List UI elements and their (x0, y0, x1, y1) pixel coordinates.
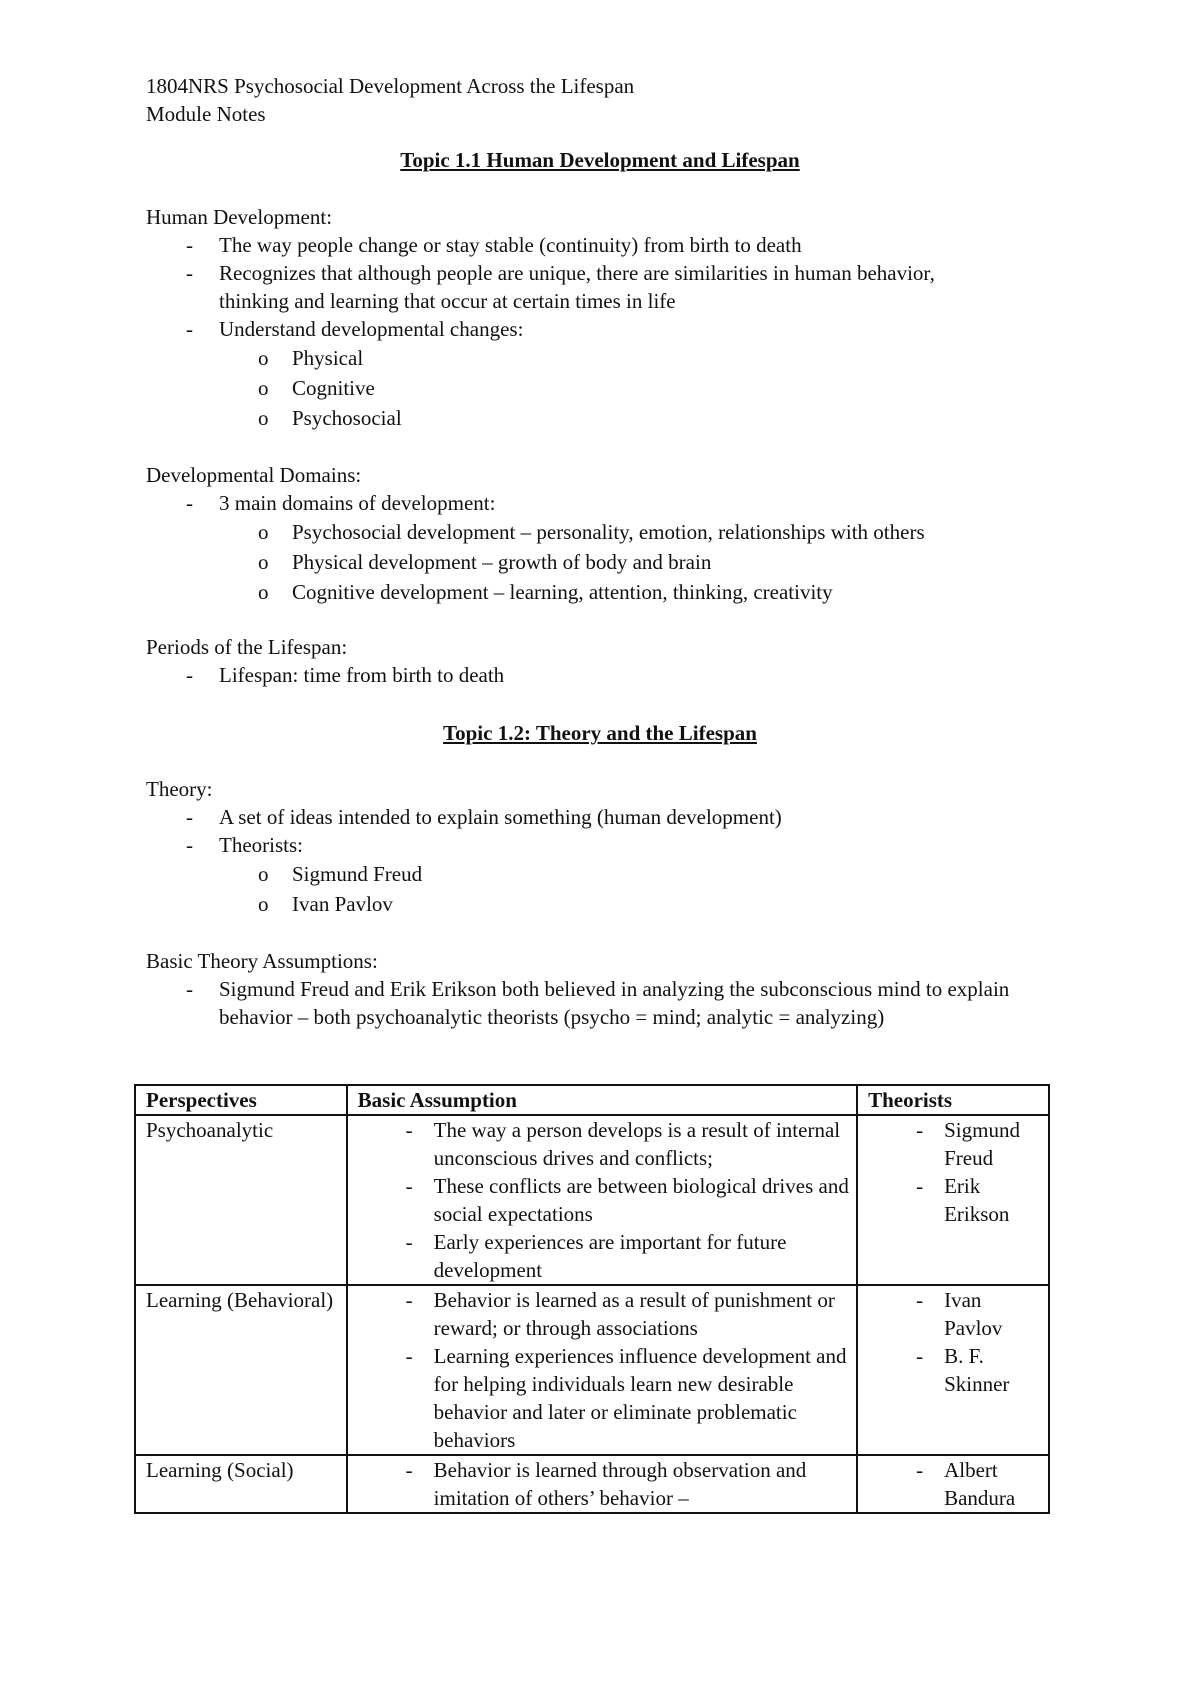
list-item: - Erik Erikson (868, 1172, 1042, 1228)
document-header (146, 72, 634, 128)
theorists-cell (857, 1115, 1049, 1285)
list-item: o Psychosocial (219, 403, 1066, 433)
list-item: - A set of ideas intended to explain something (human development) (146, 803, 1066, 831)
sub-bullet-list (219, 343, 1066, 433)
theorists-cell (857, 1285, 1049, 1455)
table-row (135, 1285, 1049, 1455)
list-item: o Sigmund Freud (219, 859, 1066, 889)
theorists-cell (857, 1455, 1049, 1513)
bullet-list (146, 231, 1066, 343)
list-item: o Physical (219, 343, 1066, 373)
theory-section (146, 775, 1066, 919)
list-item: - Sigmund Freud and Erik Erikson both believed in analyzing the subconscious mind to explain behavior – both psychoanalytic theorists (psycho = mind; analytic = analyzing) (146, 975, 1066, 1031)
human-development-section (146, 203, 1066, 433)
list-item: - Theorists: (146, 831, 1066, 859)
list-item: - Behavior is learned through observation and imitation of others’ behavior – (358, 1456, 850, 1512)
list-item: - Sigmund Freud (868, 1116, 1042, 1172)
bullet-list (146, 661, 1066, 689)
bullet-list (146, 489, 1066, 517)
assumption-cell (347, 1285, 857, 1455)
perspective-cell: Psychoanalytic (135, 1115, 347, 1285)
developmental-domains-section (146, 461, 1066, 607)
list-item: o Physical development – growth of body and brain (219, 547, 1066, 577)
list-item: - The way a person develops is a result of internal unconscious drives and conflicts; (358, 1116, 850, 1172)
list-item: - Ivan Pavlov (868, 1286, 1042, 1342)
column-header: Theorists (857, 1085, 1049, 1115)
course-title: 1804NRS Psychosocial Development Across the Lifespan (146, 74, 635, 98)
list-item: - Lifespan: time from birth to death (146, 661, 1066, 689)
list-item: - The way people change or stay stable (continuity) from birth to death (146, 231, 1066, 259)
list-item: - Learning experiences influence development and for helping individuals learn new desirable behavior and later or eliminate problematic behaviors (358, 1342, 850, 1454)
table-header-row (135, 1085, 1049, 1115)
bullet-list (146, 803, 1066, 859)
section-heading: Theory: (146, 777, 213, 801)
basic-theory-assumptions-section (146, 947, 1066, 1031)
topic-1-1-heading: Topic 1.1 Human Development and Lifespan (400, 148, 800, 172)
sub-bullet-list (219, 517, 1066, 607)
list-item: o Cognitive (219, 373, 1066, 403)
list-item: - Recognizes that although people are unique, there are similarities in human behavior, thinking and learning that occur at certain times in life (146, 259, 1066, 315)
topic-1-2-heading: Topic 1.2: Theory and the Lifespan (443, 721, 757, 745)
column-header: Perspectives (135, 1085, 347, 1115)
bullet-list (146, 975, 1066, 1031)
list-item: - Early experiences are important for future development (358, 1228, 850, 1284)
assumption-cell (347, 1115, 857, 1285)
list-item: - These conflicts are between biological drives and social expectations (358, 1172, 850, 1228)
section-heading: Developmental Domains: (146, 463, 362, 487)
section-heading: Human Development: (146, 205, 333, 229)
periods-of-lifespan-section (146, 633, 1066, 689)
list-item: - B. F. Skinner (868, 1342, 1042, 1398)
list-item: o Ivan Pavlov (219, 889, 1066, 919)
table-row (135, 1115, 1049, 1285)
list-item: - 3 main domains of development: (146, 489, 1066, 517)
assumption-cell (347, 1455, 857, 1513)
section-heading: Periods of the Lifespan: (146, 635, 348, 659)
column-header: Basic Assumption (347, 1085, 857, 1115)
perspective-cell: Learning (Social) (135, 1455, 347, 1513)
perspective-cell: Learning (Behavioral) (135, 1285, 347, 1455)
section-heading: Basic Theory Assumptions: (146, 949, 378, 973)
perspectives-table (134, 1084, 1050, 1514)
table-row (135, 1455, 1049, 1513)
sub-bullet-list (219, 859, 1066, 919)
list-item: - Behavior is learned as a result of punishment or reward; or through associations (358, 1286, 850, 1342)
list-item: - Understand developmental changes: (146, 315, 1066, 343)
list-item: - Albert Bandura (868, 1456, 1042, 1512)
document-subtitle: Module Notes (146, 102, 266, 126)
list-item: o Psychosocial development – personality, emotion, relationships with others (219, 517, 1066, 547)
list-item: o Cognitive development – learning, attention, thinking, creativity (219, 577, 1066, 607)
